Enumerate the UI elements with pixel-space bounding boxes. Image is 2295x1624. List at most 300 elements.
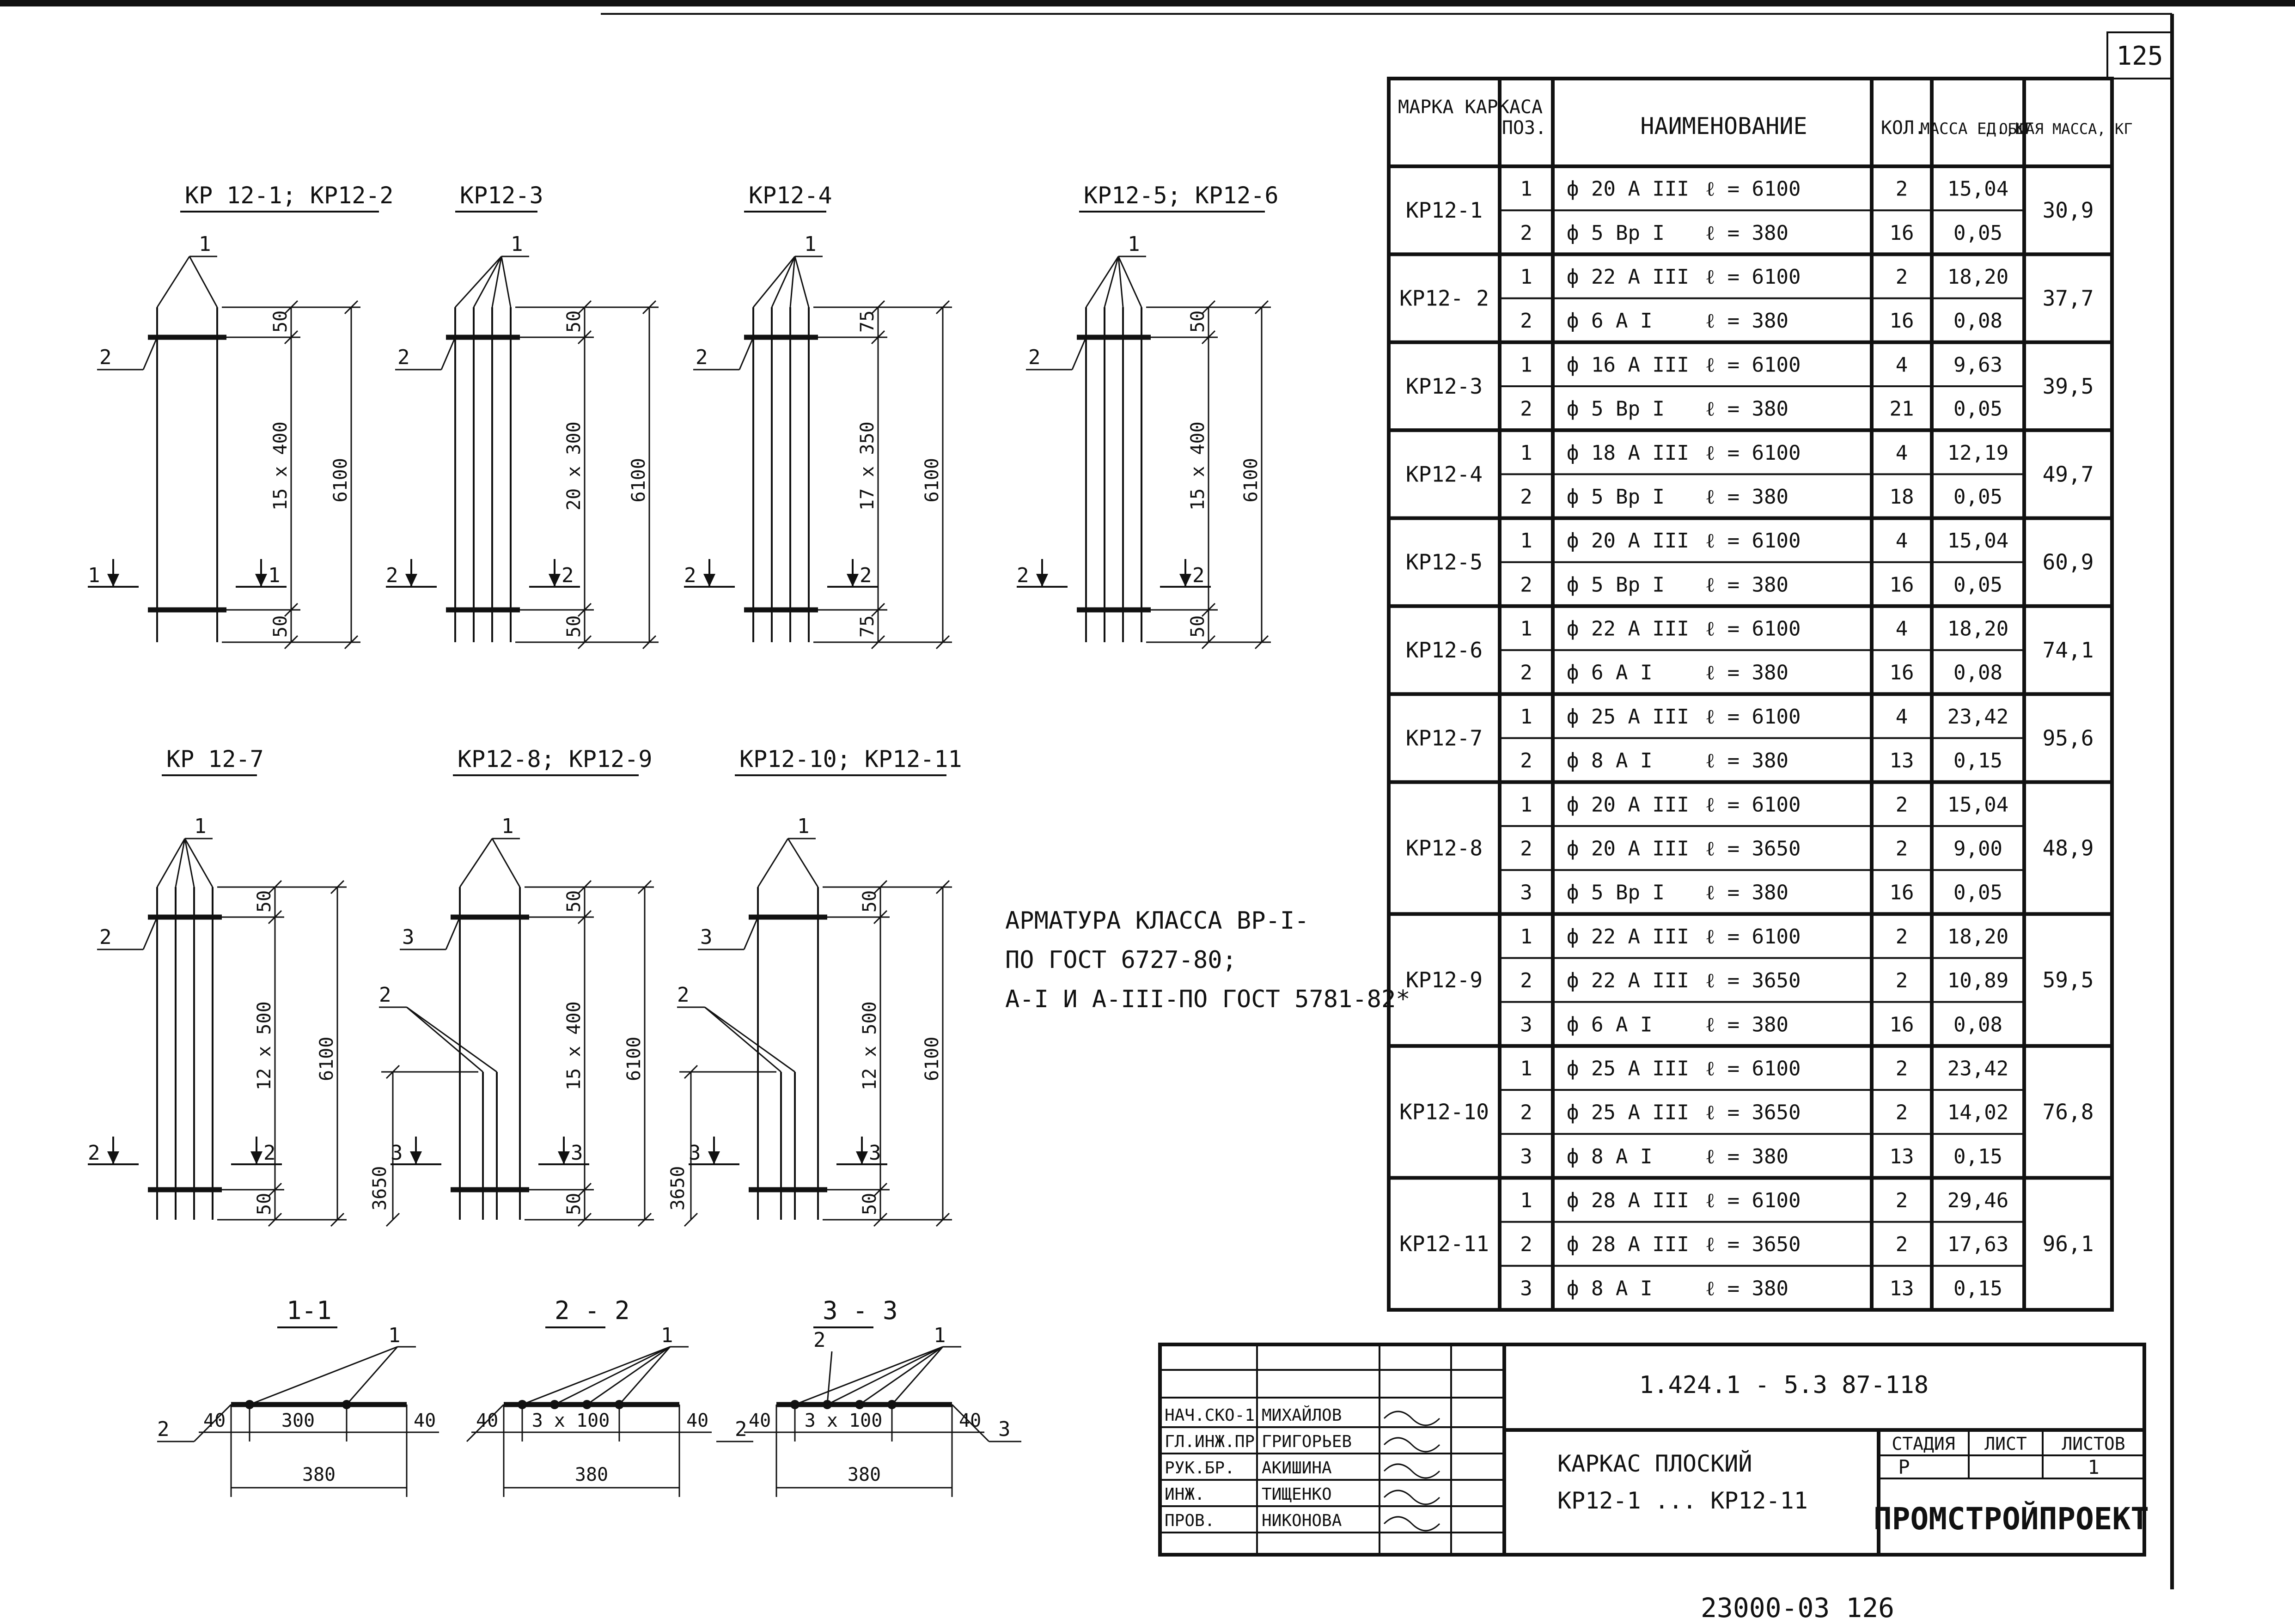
cell-pos: 1 [1520,1057,1532,1081]
section-1 [157,1296,439,1497]
cell-unit-mass: 10,89 [1947,969,2009,993]
leader-main [788,839,818,887]
cell-pos: 1 [1520,705,1532,729]
cell-pos: 1 [1520,925,1532,949]
dim-mid: 3 x 100 [804,1410,883,1431]
person-name: ГРИГОРЬЕВ [1262,1432,1352,1451]
dim-top-text: 50 [270,310,291,333]
section-label: 2 [684,564,696,587]
leader-short [705,1007,795,1072]
cell-total-mass: 49,7 [2042,462,2094,487]
leader-cross [441,337,455,370]
dim-bot-text: 50 [270,615,291,638]
pos-label-cross: 3 [402,925,415,949]
leader-main [1105,256,1118,307]
cell-unit-mass: 23,42 [1947,705,2009,729]
cell-total-mass: 60,9 [2042,549,2094,575]
dim-top-text: 50 [859,890,880,912]
cell-unit-mass: 0,08 [1953,309,2002,333]
drawing-7 [667,746,962,1226]
cell-unit-mass: 0,15 [1953,1144,2002,1168]
dim-right: 40 [414,1410,436,1431]
signature-scribble [1384,1490,1440,1504]
title-line-1: КАРКАС ПЛОСКИЙ [1557,1450,1752,1477]
cell-pos: 1 [1520,353,1532,377]
short-dim-text: 3650 [369,1166,391,1210]
leader-cross [1072,337,1086,370]
leader-main [492,839,520,887]
header-name: НАИМЕНОВАНИЕ [1640,113,1807,140]
dim-top-text: 50 [254,890,275,912]
cell-mark: КР12-5 [1405,549,1483,575]
cell-name: ф 6 А I [1567,661,1653,685]
dim-left: 40 [476,1410,499,1431]
pos-label-short: 2 [379,983,391,1007]
cell-length: ℓ = 3650 [1705,837,1801,861]
drawing-title: КР12-10; КР12-11 [739,746,962,772]
cell-qty: 4 [1895,529,1908,553]
cell-pos: 2 [1520,485,1532,509]
cell-qty: 2 [1895,1189,1908,1213]
dim-top-text: 50 [563,890,585,912]
drawing-title: КР12-3 [460,182,543,209]
dim-total-text: 6100 [316,1036,337,1081]
section-label: 3 [391,1141,403,1165]
section-pos-a: 1 [661,1324,673,1347]
leader-short [705,1007,781,1072]
signature-scribble [1384,1411,1440,1425]
sheets-value: 1 [2087,1456,2100,1478]
cell-name: ф 8 А I [1567,1277,1653,1301]
cell-length: ℓ = 380 [1705,661,1789,685]
signature-scribble [1384,1464,1440,1478]
cell-mark: КР12-1 [1405,198,1483,223]
elevation-drawings [88,182,1278,1226]
cell-length: ℓ = 380 [1705,397,1789,421]
cell-name: ф 18 А III [1567,441,1689,465]
leader-main [347,1347,397,1405]
dim-top-text: 50 [1187,310,1209,333]
section-2 [467,1296,753,1497]
drawing-title: КР 12-1; КР12-2 [185,182,394,209]
note-line-3: А-I И А-III-ПО ГОСТ 5781-82* [1005,985,1410,1013]
cell-name: ф 20 А III [1567,177,1689,201]
dim-bot-text: 75 [857,615,878,638]
cell-pos: 1 [1520,265,1532,289]
cell-unit-mass: 9,63 [1953,353,2002,377]
cell-qty: 13 [1889,1277,1914,1301]
cell-unit-mass: 0,15 [1953,1277,2002,1301]
section-arrow-head [405,574,417,587]
cell-length: ℓ = 6100 [1705,705,1801,729]
leader-main [157,256,189,307]
cell-total-mass: 37,7 [2042,286,2094,311]
leader-main [827,1347,943,1405]
dim-total-text: 6100 [922,1036,943,1081]
document-code: 1.424.1 - 5.3 87-118 [1639,1371,1929,1399]
cell-pos: 2 [1520,1101,1532,1125]
dim-top-text: 50 [563,310,585,333]
cell-qty: 16 [1889,1013,1914,1037]
cell-length: ℓ = 380 [1705,749,1789,773]
cell-pos: 3 [1520,881,1532,905]
cell-unit-mass: 18,20 [1947,617,2009,641]
section-arrow-head [1036,574,1048,587]
cell-unit-mass: 0,05 [1953,485,2002,509]
top-scan-border [0,0,2295,6]
cell-pos: 3 [1520,1144,1532,1168]
cell-qty: 16 [1889,221,1914,245]
cell-name: ф 25 А III [1567,1101,1689,1125]
sheet-label: ЛИСТ [1984,1434,2027,1454]
sheet-number: 125 [2116,41,2163,71]
cell-pos: 2 [1520,969,1532,993]
cell-pos: 2 [1520,1233,1532,1257]
note-block [1005,907,1410,1013]
cell-length: ℓ = 6100 [1705,441,1801,465]
dim-mid-text: 15 x 400 [270,421,291,511]
leader-main [1086,256,1118,307]
sheets-label: ЛИСТОВ [2062,1434,2125,1454]
cell-length: ℓ = 380 [1705,221,1789,245]
cell-mark: КР12-9 [1405,967,1483,993]
specification-table [1389,79,2132,1310]
section-arrow-head [255,574,267,587]
cell-name: ф 8 А I [1567,1144,1653,1168]
stage-label: СТАДИЯ [1892,1434,1955,1454]
cell-pos: 1 [1520,441,1532,465]
drawing-2 [386,182,659,649]
cell-unit-mass: 15,04 [1947,177,2009,201]
pos-label-short: 2 [677,983,690,1007]
section-label: 1 [88,564,100,587]
section-label: 2 [88,1141,100,1165]
cell-total-mass: 96,1 [2042,1231,2094,1257]
cell-length: ℓ = 380 [1705,485,1789,509]
section-label: 2 [860,564,872,587]
cell-mark: КР12- 2 [1399,286,1489,311]
cell-total-mass: 39,5 [2042,373,2094,399]
dim-mid: 300 [281,1410,315,1431]
cell-qty: 4 [1895,705,1908,729]
title-block [1160,1344,2149,1555]
leader-cross [744,917,758,949]
cell-name: ф 22 А III [1567,925,1689,949]
dim-bot-text: 50 [859,1192,880,1215]
dim-bot-text: 50 [563,1192,585,1215]
dim-bot-text: 50 [1187,615,1209,638]
cell-length: ℓ = 6100 [1705,1057,1801,1081]
section-3 [744,1296,1021,1497]
person-name: НИКОНОВА [1262,1511,1342,1530]
leader-main [758,839,788,887]
cell-name: ф 22 А III [1567,617,1689,641]
cell-length: ℓ = 6100 [1705,265,1801,289]
cell-unit-mass: 0,08 [1953,1013,2002,1037]
person-role: НАЧ.СКО-1 [1165,1406,1255,1425]
section-label: 2 [1017,564,1029,587]
cell-name: ф 28 А III [1567,1233,1689,1257]
cell-length: ℓ = 6100 [1705,177,1801,201]
dim-bot-text: 50 [563,615,585,638]
pos-label-main: 1 [797,815,810,838]
note-line-2: ПО ГОСТ 6727-80; [1005,946,1237,974]
cell-unit-mass: 0,08 [1953,661,2002,685]
cell-name: ф 16 А III [1567,353,1689,377]
dim-right: 40 [959,1410,982,1431]
section-arrow-head [847,574,859,587]
cell-length: ℓ = 380 [1705,1013,1789,1037]
cell-length: ℓ = 380 [1705,573,1789,597]
person-name: АКИШИНА [1262,1459,1332,1478]
cell-length: ℓ = 3650 [1705,969,1801,993]
pos-label-main: 1 [511,232,523,256]
section-label: 3 [689,1141,701,1165]
drawing-3 [684,182,952,649]
leader-main [619,1347,670,1405]
section-arrow-head [856,1151,868,1164]
pos-label-main: 1 [1128,232,1140,256]
leader-main [587,1347,670,1405]
pos-label-cross: 2 [99,346,112,369]
section-label: 2 [562,564,574,587]
cell-pos: 2 [1520,749,1532,773]
cell-unit-mass: 23,42 [1947,1057,2009,1081]
cell-total-mass: 76,8 [2042,1099,2094,1125]
cell-name: ф 5 Вр I [1567,573,1665,597]
cell-length: ℓ = 6100 [1705,617,1801,641]
pos-label-main: 1 [804,232,817,256]
cell-pos: 3 [1520,1013,1532,1037]
leader-short [407,1007,483,1072]
cell-name: ф 5 Вр I [1567,881,1665,905]
cell-pos: 2 [1520,837,1532,861]
cell-mark: КР12-6 [1405,638,1483,663]
stage-value: Р [1898,1456,1910,1478]
pos-label-main: 1 [199,232,211,256]
section-title: 2 - 2 [555,1296,630,1325]
section-pos-b: 2 [735,1417,747,1441]
cell-length: ℓ = 6100 [1705,353,1801,377]
cell-qty: 16 [1889,573,1914,597]
cell-pos: 2 [1520,661,1532,685]
drawing-title: КР12-8; КР12-9 [458,746,653,772]
section-arrow-head [1179,574,1191,587]
section-arrow-head [107,1151,119,1164]
section-title: 1-1 [287,1296,332,1325]
cell-qty: 2 [1895,265,1908,289]
dim-left: 40 [749,1410,771,1431]
drawing-title: КР 12-7 [166,746,264,772]
cell-unit-mass: 0,05 [1953,881,2002,905]
dim-total-text: 6100 [922,458,943,503]
section-pos-a: 1 [934,1324,946,1347]
dim-mid-text: 15 x 400 [563,1001,585,1090]
section-arrow-head [250,1151,262,1164]
cell-qty: 4 [1895,441,1908,465]
leader-cross [739,337,753,370]
dim-total: 380 [574,1464,609,1485]
pos-label-cross: 2 [1028,346,1041,369]
section-pos-b: 2 [813,1328,826,1352]
cell-qty: 2 [1895,1101,1908,1125]
dim-left: 40 [203,1410,226,1431]
section-label: 2 [386,564,398,587]
leader-main [753,256,795,307]
header-pos: ПОЗ. [1502,117,1547,139]
cell-qty: 18 [1889,485,1914,509]
cell-unit-mass: 0,05 [1953,573,2002,597]
bottom-stamp: 23000-03 126 [1701,1592,1895,1624]
section-pos-b: 2 [157,1417,170,1441]
leader-main [460,839,492,887]
leader-cross [143,917,157,949]
drawing-title: КР12-4 [749,182,832,209]
cell-name: ф 5 Вр I [1567,397,1665,421]
cell-total-mass: 59,5 [2042,967,2094,993]
cell-length: ℓ = 380 [1705,881,1789,905]
leader-main [555,1347,670,1405]
drawing-6 [369,746,654,1226]
cell-unit-mass: 15,04 [1947,529,2009,553]
section-arrow-head [410,1151,422,1164]
cell-unit-mass: 0,15 [1953,749,2002,773]
cell-pos: 2 [1520,573,1532,597]
cell-name: ф 28 А III [1567,1189,1689,1213]
cell-name: ф 5 Вр I [1567,221,1665,245]
cell-name: ф 25 А III [1567,705,1689,729]
dim-total-text: 6100 [1240,458,1262,503]
header-total-mass: ОБЩАЯ МАССА, КГ [1999,120,2133,138]
leader-b [827,1351,832,1405]
short-dim-text: 3650 [667,1166,689,1210]
dim-total: 380 [302,1464,336,1485]
section-arrow-head [703,574,715,587]
cell-qty: 13 [1889,749,1914,773]
section-label: 1 [268,564,281,587]
cell-qty: 16 [1889,881,1914,905]
dim-total-text: 6100 [623,1036,645,1081]
cell-length: ℓ = 6100 [1705,1189,1801,1213]
note-line-1: АРМАТУРА КЛАССА ВР-I- [1005,907,1309,935]
section-title: 3 - 3 [823,1296,898,1325]
drawing-title: КР12-5; КР12-6 [1084,182,1279,209]
leader-main [189,256,217,307]
cell-name: ф 5 Вр I [1567,485,1665,509]
dim-bot-text: 50 [254,1192,275,1215]
dim-mid-text: 12 x 500 [254,1001,275,1090]
cross-sections [157,1296,1021,1497]
cell-name: ф 20 А III [1567,529,1689,553]
cell-pos: 2 [1520,221,1532,245]
person-role: РУК.БР. [1165,1459,1235,1478]
section-label: 3 [571,1141,583,1165]
dim-mid: 3 x 100 [531,1410,610,1431]
dim-top-text: 75 [857,310,878,333]
leader-main [795,256,809,307]
cell-unit-mass: 0,05 [1953,221,2002,245]
leader-main [795,1347,943,1405]
cell-pos: 1 [1520,529,1532,553]
section-label: 3 [869,1141,881,1165]
cell-pos: 1 [1520,1189,1532,1213]
cell-length: ℓ = 6100 [1705,793,1801,817]
cell-unit-mass: 14,02 [1947,1101,2009,1125]
person-role: ПРОВ. [1165,1511,1215,1530]
cell-unit-mass: 0,05 [1953,397,2002,421]
leader-main [501,256,511,307]
cell-qty: 2 [1895,925,1908,949]
section-label: 2 [1192,564,1205,587]
cell-mark: КР12-7 [1405,725,1483,751]
dim-right: 40 [686,1410,709,1431]
cell-pos: 2 [1520,397,1532,421]
cell-total-mass: 30,9 [2042,198,2094,223]
cell-qty: 16 [1889,661,1914,685]
cell-name: ф 22 А III [1567,265,1689,289]
cell-qty: 2 [1895,1233,1908,1257]
cell-length: ℓ = 6100 [1705,925,1801,949]
cell-total-mass: 74,1 [2042,638,2094,663]
person-name: ТИЩЕНКО [1262,1485,1332,1504]
cell-total-mass: 95,6 [2042,725,2094,751]
drawing-1 [88,182,394,649]
header-qty: КОЛ. [1880,117,1926,139]
cell-qty: 4 [1895,353,1908,377]
leader-cross [446,917,460,949]
pos-label-main: 1 [194,815,207,838]
cell-pos: 3 [1520,1277,1532,1301]
cell-mark: КР12-3 [1405,373,1483,399]
section-pos-c: 3 [998,1417,1011,1441]
section-arrow-head [107,574,119,587]
signature-scribble [1384,1517,1440,1531]
dim-mid-text: 17 x 350 [857,421,878,511]
leader-cross [143,337,157,370]
person-role: ИНЖ. [1165,1485,1205,1504]
header-mark: МАРКА КАРКАСА [1398,97,1543,118]
dim-mid-text: 20 x 300 [563,421,585,511]
cell-unit-mass: 9,00 [1953,837,2002,861]
drawing-4 [1017,182,1278,649]
cell-name: ф 8 А I [1567,749,1653,773]
header-unit-mass: МАССА ЕД.,КГ [1920,120,2034,138]
cell-mark: КР12-10 [1399,1099,1489,1125]
section-label: 2 [263,1141,276,1165]
cell-qty: 21 [1889,397,1914,421]
section-pos-a: 1 [388,1324,401,1347]
signature-scribble [1384,1438,1440,1452]
dim-total-text: 6100 [628,458,649,503]
dim-mid-text: 15 x 400 [1187,421,1209,511]
section-arrow-head [558,1151,570,1164]
cell-name: ф 20 А III [1567,793,1689,817]
cell-unit-mass: 18,20 [1947,265,2009,289]
cell-unit-mass: 17,63 [1947,1233,2009,1257]
cell-qty: 2 [1895,837,1908,861]
dim-mid-text: 12 x 500 [859,1001,880,1090]
leader-short [407,1007,497,1072]
cell-qty: 2 [1895,969,1908,993]
pos-label-cross: 2 [696,346,708,369]
drawing-5 [88,746,347,1226]
cell-length: ℓ = 380 [1705,309,1789,333]
cell-pos: 1 [1520,177,1532,201]
section-arrow-head [708,1151,720,1164]
leader-main [250,1347,397,1405]
cell-qty: 2 [1895,177,1908,201]
pos-label-cross: 2 [99,925,112,949]
